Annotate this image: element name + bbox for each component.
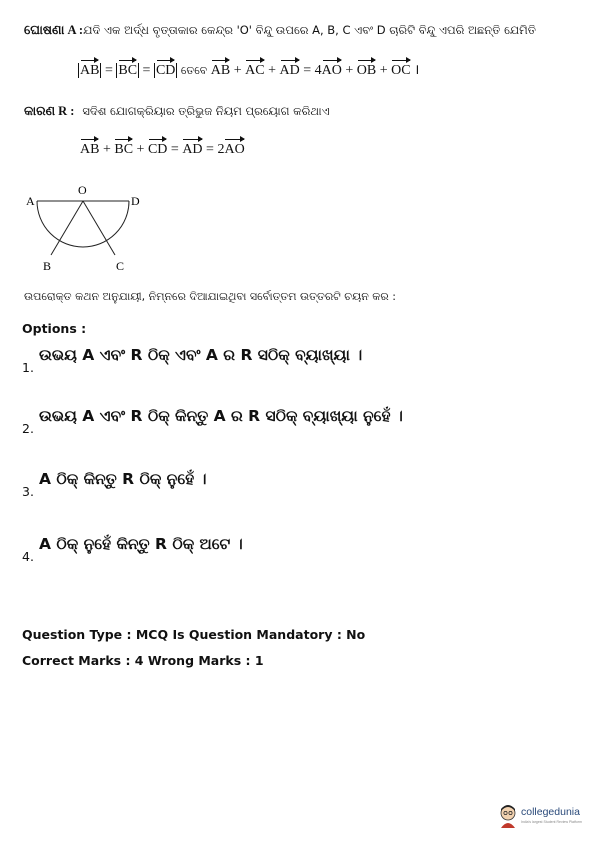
logo-tagline: India's largest Student Review Platform — [521, 820, 582, 824]
semicircle-arc — [37, 201, 129, 247]
reason-text: ସଦିଶ ଯୋଗକ୍ରିୟାର ତ୍ରିଭୁଜ ନିୟମ ପ୍ରୟୋଗ କରିଥାଏ — [82, 104, 330, 118]
vector-ac: AC — [245, 63, 265, 78]
vector-oc: OC — [391, 63, 411, 78]
label-o: O — [78, 183, 87, 197]
option-number: 4. — [22, 549, 34, 564]
vector-ab-2: AB — [210, 63, 231, 78]
option-text: ଉଭୟ A ଏବଂ R ଠିକ୍ କିନ୍ତୁ A ର R ସଠିକ୍ ବ୍ୟାଖ୍ୟା ନୁହେଁ । — [39, 407, 403, 425]
label-b: B — [43, 259, 52, 273]
label-c: C — [116, 259, 125, 273]
plus-sign: + — [264, 63, 280, 78]
logo-name: collegedunia — [521, 806, 580, 818]
vector-ao: AO — [224, 142, 245, 157]
option-number: 1. — [22, 360, 34, 375]
assertion-text: ଯଦି ଏକ ଅର୍ଦ୍ଧ ବୃତ୍ତାକାର କେନ୍ଦ୍ର 'O' ବିନ୍ଦୁ ଉପରେ A, B, C ଏବଂ D ଚାରିଟି ବିନ୍ଦୁ ଏପରି ଅଛନ୍ତି ଯେମିତି — [83, 23, 536, 37]
option-text: ଉଭୟ A ଏବଂ R ଠିକ୍ ଏବଂ A ର R ସଠିକ୍ ବ୍ୟାଖ୍ୟା । — [39, 346, 363, 364]
plus-sign: + — [230, 63, 246, 78]
vector-ad: AD — [182, 142, 203, 157]
semicircle-diagram — [20, 180, 160, 280]
plus-sign: + — [376, 63, 392, 78]
then-word: ତେବେ — [177, 64, 211, 77]
reason-equation — [80, 142, 245, 158]
student-mascot-icon — [497, 803, 519, 829]
plus-sign: + — [99, 142, 115, 157]
reason-label: କାରଣ R : — [24, 104, 75, 118]
vector-ao: AO — [321, 63, 342, 78]
option-text: A ଠିକ୍ କିନ୍ତୁ R ଠିକ୍ ନୁହେଁ । — [39, 470, 207, 488]
assertion-line — [24, 22, 536, 38]
reason-line — [24, 103, 330, 119]
plus-sign: + — [133, 142, 148, 157]
question-type-line: Question Type : MCQ Is Question Mandatory : No — [22, 627, 366, 642]
equals-four: = 4 — [299, 63, 322, 78]
plus-sign: + — [341, 63, 357, 78]
assertion-equation — [78, 60, 419, 79]
label-a: A — [26, 194, 35, 208]
option-text: A ଠିକ୍ ନୁହେଁ କିନ୍ତୁ R ଠିକ୍ ଅଟେ । — [39, 535, 243, 553]
instruction-text: ଉପରୋକ୍ତ କଥନ ଅନୁଯାୟୀ, ନିମ୍ନରେ ଦିଆଯାଇଥିବା ସର୍ବୋତ୍ତମ ଉତ୍ତରଟି ଚୟନ କର : — [24, 290, 396, 303]
options-heading: Options : — [22, 321, 87, 336]
vector-cd: CD — [155, 63, 176, 78]
equals-sign: = — [167, 142, 183, 157]
marks-line: Correct Marks : 4 Wrong Marks : 1 — [22, 653, 264, 668]
vector-bc: BC — [118, 63, 138, 78]
vector-ab: AB — [80, 142, 100, 157]
assertion-label: ଘୋଷଣା A : — [24, 23, 84, 37]
equals-two: = 2 — [202, 142, 225, 157]
danda-mark: । — [410, 63, 420, 78]
equals-sign: = — [101, 63, 117, 78]
equals-sign: = — [139, 63, 154, 78]
vector-ob: OB — [356, 63, 377, 78]
vector-ab: AB — [80, 63, 100, 78]
label-d: D — [131, 194, 140, 208]
vector-bc: BC — [114, 142, 134, 157]
vector-cd: CD — [147, 142, 168, 157]
option-number: 3. — [22, 484, 34, 499]
vector-ad: AD — [279, 63, 300, 78]
option-number: 2. — [22, 421, 34, 436]
